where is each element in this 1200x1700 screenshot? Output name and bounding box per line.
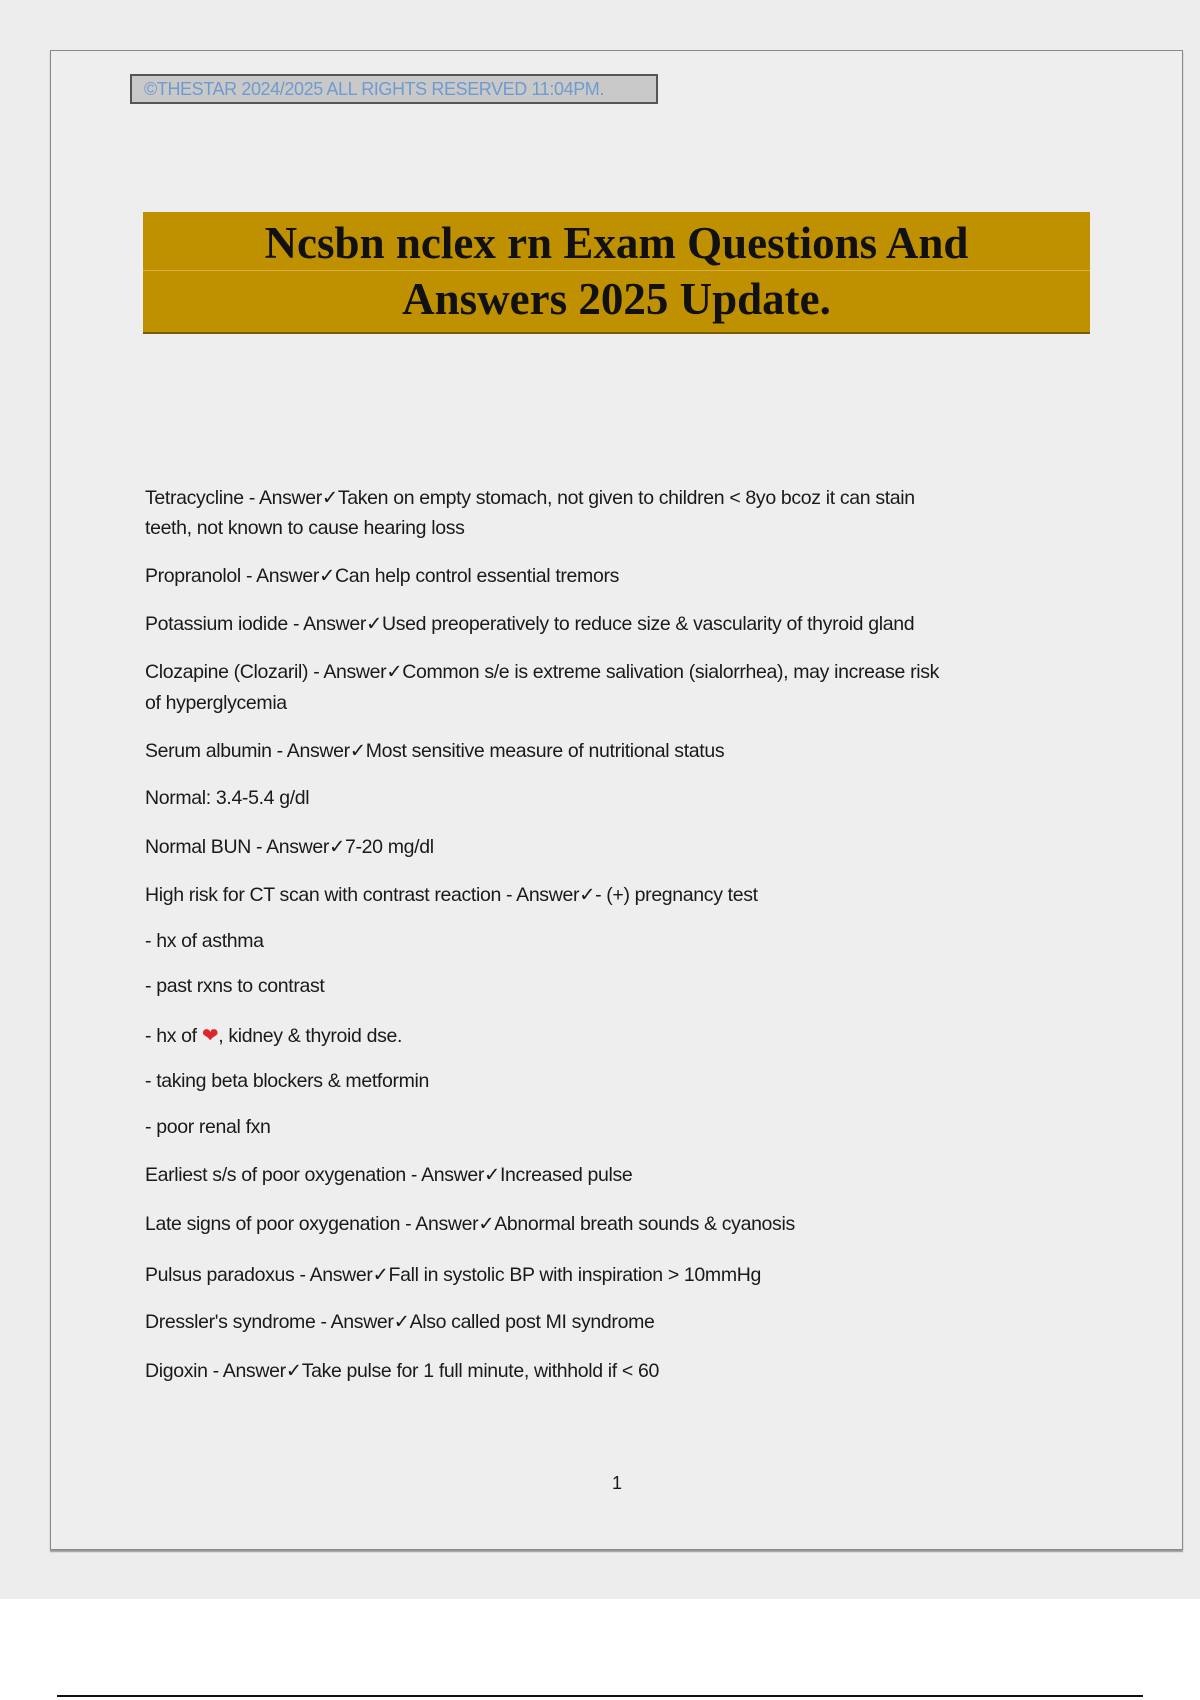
page-number: 1 [612, 1473, 623, 1493]
copyright-header: ©THESTAR 2024/2025 ALL RIGHTS RESERVED 11:04PM. [130, 74, 658, 104]
title-line-2: Answers 2025 Update. [402, 274, 831, 324]
text-line: Late signs of poor oxygenation - Answer✓Abnormal breath sounds & cyanosis [145, 1213, 795, 1235]
text-segment: - hx of [145, 1025, 202, 1047]
text-line: Normal: 3.4-5.4 g/dl [145, 787, 310, 809]
text-line: teeth, not known to cause hearing loss [145, 517, 465, 539]
text-line: - taking beta blockers & metformin [145, 1070, 429, 1092]
text-line: Earliest s/s of poor oxygenation - Answer✓Increased pulse [145, 1164, 633, 1186]
text-line: - hx of asthma [145, 930, 264, 952]
text-line: Tetracycline - Answer✓Taken on empty stomach, not given to children < 8yo bcoz it can stain [145, 487, 915, 509]
text-line: Dressler's syndrome - Answer✓Also called post MI syndrome [145, 1311, 655, 1333]
banner-divider [143, 270, 1090, 271]
next-page-top-rule [57, 1695, 1143, 1697]
heart-icon: ❤ [201, 1025, 219, 1047]
text-line: Potassium iodide - Answer✓Used preoperatively to reduce size & vascularity of thyroid gland [145, 613, 915, 635]
text-line: Propranolol - Answer✓Can help control essential tremors [145, 565, 619, 587]
text-line: of hyperglycemia [145, 692, 287, 714]
text-line: Normal BUN - Answer✓7-20 mg/dl [145, 836, 434, 858]
text-line: - past rxns to contrast [145, 975, 325, 997]
text-line: High risk for CT scan with contrast reaction - Answer✓- (+) pregnancy test [145, 884, 758, 906]
text-line: Digoxin - Answer✓Take pulse for 1 full minute, withhold if < 60 [145, 1360, 660, 1382]
title-banner [143, 212, 1090, 334]
text-line [145, 1024, 402, 1048]
text-line: - poor renal fxn [145, 1116, 271, 1138]
text-segment: , kidney & thyroid dse. [218, 1025, 403, 1047]
text-line: Pulsus paradoxus - Answer✓Fall in systolic BP with inspiration > 10mmHg [145, 1264, 761, 1286]
text-line: Serum albumin - Answer✓Most sensitive measure of nutritional status [145, 740, 725, 762]
text-line: Clozapine (Clozaril) - Answer✓Common s/e is extreme salivation (sialorrhea), may increase risk [145, 661, 940, 683]
title-line-1: Ncsbn nclex rn Exam Questions And [264, 218, 969, 268]
